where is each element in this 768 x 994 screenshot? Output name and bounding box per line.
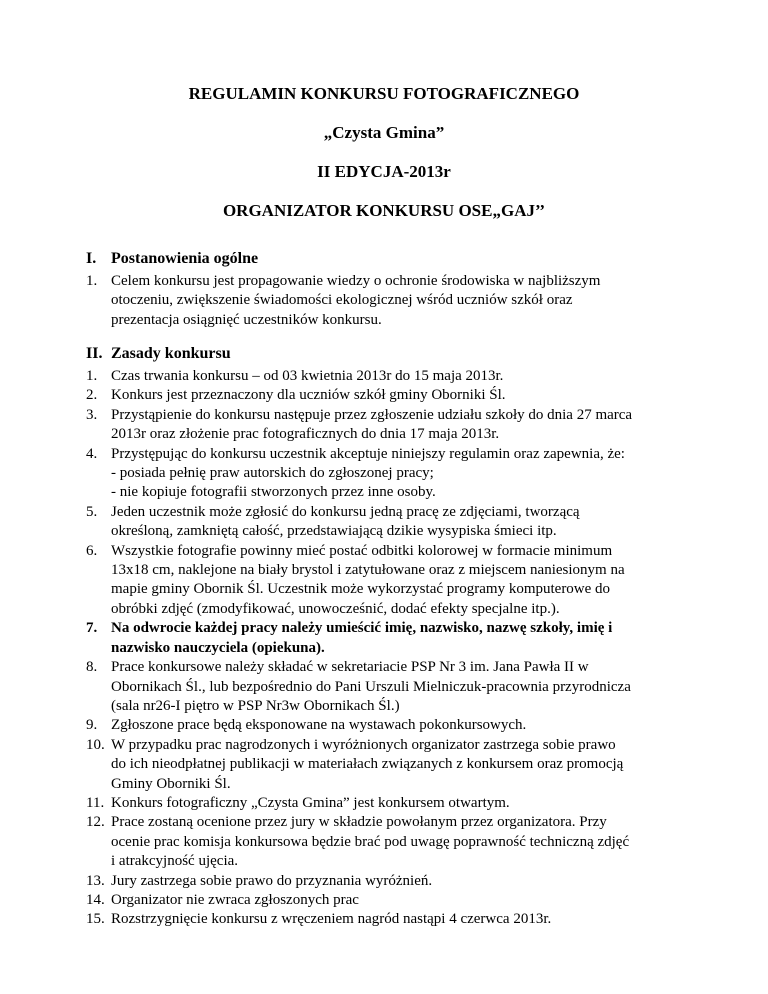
organizer-line: ORGANIZATOR KONKURSU OSE„GAJ’’ (222, 201, 546, 220)
item-number: 8. (86, 659, 98, 676)
item-text (111, 658, 686, 716)
item-text-line: Zgłoszone prace będą eksponowane na wystawach pokonkursowych. (111, 717, 527, 734)
contest-name: „Czysta Gmina” (323, 123, 445, 142)
item-text-line: Obornikach Śl., lub bezpośrednio do Pani Urszuli Mielniczuk-pracownia przyrodnicza (111, 678, 631, 695)
item-text-line: - nie kopiuje fotografii stworzonych przez inne osoby. (111, 484, 436, 501)
item-number: 14. (86, 891, 105, 908)
list-item (86, 794, 686, 813)
item-text (111, 445, 686, 503)
section-numeral: II. (86, 345, 103, 362)
item-text (111, 386, 686, 405)
item-text (111, 542, 686, 620)
document-title: REGULAMIN KONKURSU FOTOGRAFICZNEGO (188, 84, 580, 103)
item-number: 11. (86, 794, 105, 811)
item-text-line: Jury zastrzega sobie prawo do przyznania wyróżnień. (111, 872, 433, 889)
item-text-line: Czas trwania konkursu – od 03 kwietnia 2013r do 15 maja 2013r. (111, 368, 504, 384)
item-text (111, 736, 686, 794)
item-text-line: prezentacja osiągnięć uczestników konkursu. (111, 311, 382, 328)
item-text-line: - posiada pełnię praw autorskich do zgłoszonej pracy; (111, 465, 434, 482)
section-items (86, 367, 686, 930)
item-text-line: Wszystkie fotografie powinny mieć postać odbitki kolorowej w formacie minimum (111, 542, 613, 559)
title-block (0, 84, 768, 221)
item-text-line: 2013r oraz złożenie prac fotograficznych do dnia 17 maja 2013r. (111, 426, 500, 443)
edition-line: II EDYCJA-2013r (317, 162, 451, 181)
list-item (86, 619, 686, 658)
section-title: Postanowienia ogólne (111, 250, 259, 267)
item-number: 10. (86, 736, 105, 753)
section-title: Zasady konkursu (111, 345, 231, 362)
item-text-line: Jeden uczestnik może zgłosić do konkursu jedną pracę ze zdjęciami, tworzącą (111, 503, 580, 520)
item-number: 3. (86, 406, 98, 423)
list-item (86, 367, 686, 386)
item-number: 12. (86, 814, 105, 831)
item-text-line: Przystępując do konkursu uczestnik akceptuje niniejszy regulamin oraz zapewnia, że: (111, 445, 625, 462)
item-text-line: obróbki zdjęć (zmodyfikować, unowocześnić, dodać efekty specjalne itp.). (111, 600, 560, 617)
item-text-line: nazwisko nauczyciela (opiekuna). (111, 639, 325, 656)
item-number: 15. (86, 911, 105, 928)
list-item (86, 872, 686, 891)
section-numeral: I. (86, 250, 97, 267)
item-text (111, 794, 686, 813)
item-number: 9. (86, 717, 98, 734)
item-text-line: 13x18 cm, naklejone na biały brystol i zatytułowane oraz z miejscem naniesionym na (111, 562, 625, 579)
item-text (111, 503, 686, 542)
item-text (111, 367, 686, 386)
item-text-line: Konkurs fotograficzny „Czysta Gmina” jest konkursem otwartym. (111, 794, 510, 811)
item-text (111, 716, 686, 735)
item-text-line: Na odwrocie każdej pracy należy umieścić imię, nazwisko, nazwę szkoły, imię i (111, 620, 613, 637)
item-number: 1. (86, 368, 98, 384)
item-number: 5. (86, 503, 98, 520)
item-text-line: Gminy Oborniki Śl. (111, 775, 231, 792)
item-text (111, 813, 686, 871)
section-heading (86, 344, 686, 364)
section-heading (86, 249, 686, 269)
item-text (111, 272, 686, 330)
item-text-line: W przypadku prac nagrodzonych i wyróżnionych organizator zastrzega sobie prawo (111, 736, 616, 753)
item-text-line: do ich nieodpłatnej publikacji w materiałach związanych z konkursem oraz promocją (111, 756, 624, 773)
item-number: 13. (86, 872, 105, 889)
item-number: 6. (86, 542, 98, 559)
item-text (111, 910, 686, 929)
list-item (86, 542, 686, 620)
list-item (86, 386, 686, 405)
list-item (86, 813, 686, 871)
item-text-line: Celem konkursu jest propagowanie wiedzy o ochronie środowiska w najbliższym (111, 273, 601, 289)
list-item (86, 445, 686, 503)
item-text-line: określoną, zamkniętą całość, przedstawiającą dzikie wysypiska śmieci itp. (111, 523, 557, 540)
item-text (111, 619, 686, 658)
item-text-line: Rozstrzygnięcie konkursu z wręczeniem nagród nastąpi 4 czerwca 2013r. (111, 911, 552, 928)
list-item (86, 658, 686, 716)
item-number: 7. (86, 620, 98, 637)
item-text-line: Organizator nie zwraca zgłoszonych prac (111, 891, 359, 908)
list-item (86, 406, 686, 445)
item-text (111, 406, 686, 445)
item-text-line: ocenie prac komisja konkursowa będzie brać pod uwagę poprawność techniczną zdjęć (111, 833, 630, 850)
list-item (86, 910, 686, 929)
item-text (111, 872, 686, 891)
item-text-line: (sala nr26-I piętro w PSP Nr3w Obornikach Śl.) (111, 697, 400, 714)
section-general-provisions (86, 249, 686, 330)
item-text (111, 891, 686, 910)
item-text-line: i atrakcyjność ujęcia. (111, 853, 239, 870)
item-number: 1. (86, 273, 98, 289)
item-number: 2. (86, 387, 98, 404)
section-items (86, 272, 686, 330)
item-text-line: Prace zostaną ocenione przez jury w składzie powołanym przez organizatora. Przy (111, 814, 607, 831)
item-text-line: otoczeniu, zwiększenie świadomości ekologicznej wśród uczniów szkół oraz (111, 292, 573, 309)
list-item (86, 736, 686, 794)
list-item (86, 716, 686, 735)
item-text-line: mapie gminy Obornik Śl. Uczestnik może wykorzystać programy komputerowe do (111, 581, 611, 598)
item-text-line: Konkurs jest przeznaczony dla uczniów szkół gminy Oborniki Śl. (111, 387, 506, 404)
item-number: 4. (86, 445, 98, 462)
list-item (86, 891, 686, 910)
item-text-line: Przystąpienie do konkursu następuje przez zgłoszenie udziału szkoły do dnia 27 marca (111, 406, 633, 423)
list-item (86, 272, 686, 330)
item-text-line: Prace konkursowe należy składać w sekretariacie PSP Nr 3 im. Jana Pawła II w (111, 659, 589, 676)
list-item (86, 503, 686, 542)
section-contest-rules (86, 344, 686, 930)
